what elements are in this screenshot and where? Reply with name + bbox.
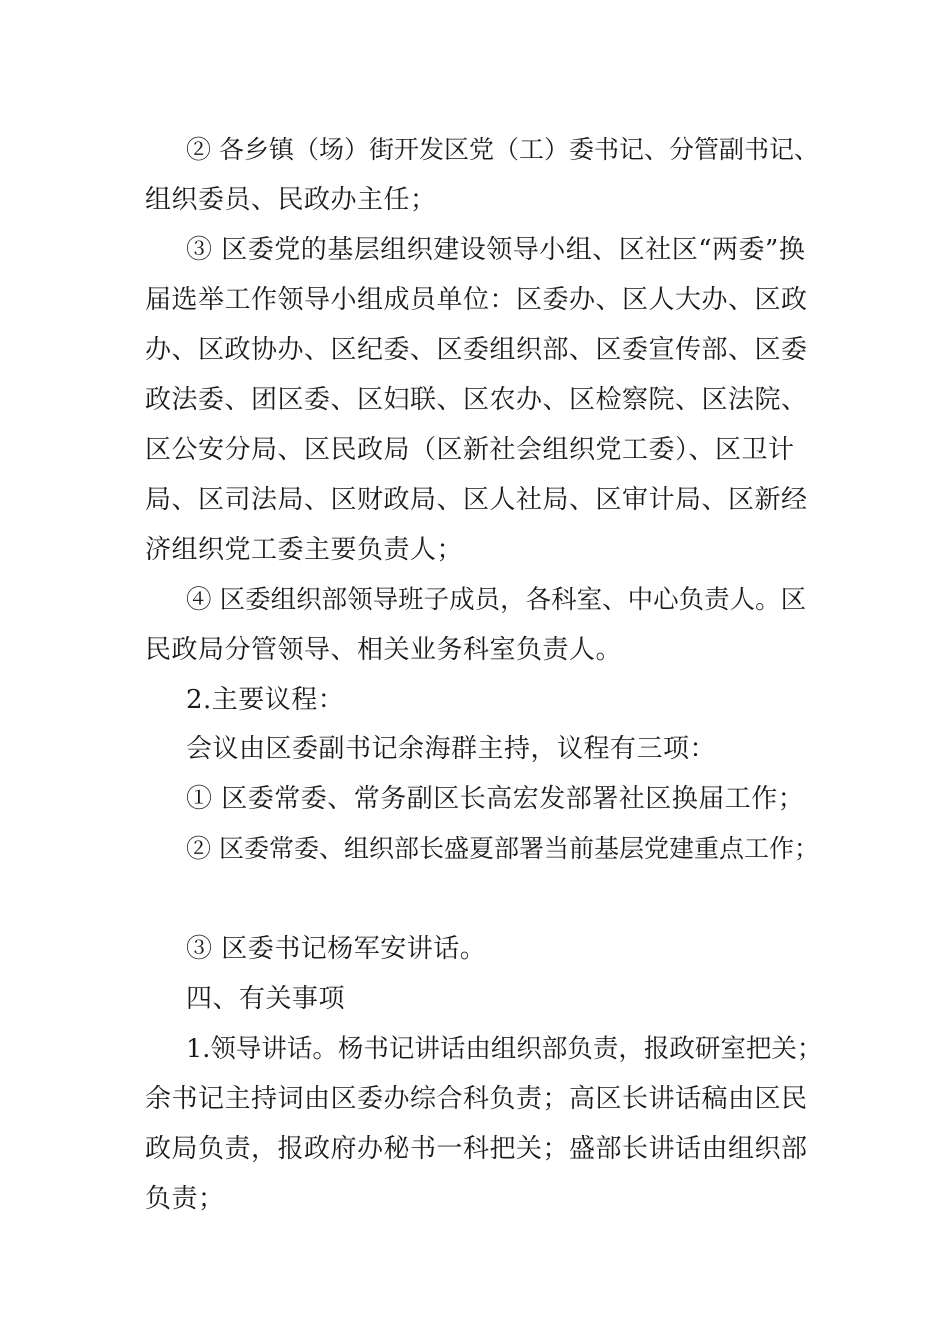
text-line: ② 区委常委、组织部长盛夏部署当前基层党建重点工作； bbox=[186, 834, 819, 863]
text-line: 政局负责，报政府办秘书一科把关；盛部长讲话由组织部 bbox=[145, 1134, 808, 1164]
text-line: 济组织党工委主要负责人； bbox=[145, 535, 464, 565]
text-line: ③ 区委党的基层组织建设领导小组、区社区“两委”换 bbox=[186, 235, 806, 265]
text-line: 2.主要议程： bbox=[186, 685, 345, 715]
text-line: 届选举工作领导小组成员单位：区委办、区人大办、区政 bbox=[145, 285, 808, 315]
section-heading: 四、有关事项 bbox=[186, 984, 346, 1014]
text-line: 局、区司法局、区财政局、区人社局、区审计局、区新经 bbox=[145, 485, 808, 515]
text-line: ③ 区委书记杨军安讲话。 bbox=[186, 934, 487, 964]
text-line: 余书记主持词由区委办综合科负责；高区长讲话稿由区民 bbox=[145, 1084, 808, 1114]
text-line: 政法委、团区委、区妇联、区农办、区检察院、区法院、 bbox=[145, 385, 808, 415]
text-line: 办、区政协办、区纪委、区委组织部、区委宣传部、区委 bbox=[145, 335, 808, 365]
text-line: ② 各乡镇（场）街开发区党（工）委书记、分管副书记、 bbox=[186, 135, 819, 164]
text-line: 区公安分局、区民政局（区新社会组织党工委）、区卫计 bbox=[145, 435, 795, 465]
text-line: ① 区委常委、常务副区长高宏发部署社区换届工作； bbox=[186, 784, 805, 814]
text-line: 会议由区委副书记余海群主持，议程有三项： bbox=[186, 734, 717, 764]
text-line: 民政局分管领导、相关业务科室负责人。 bbox=[145, 635, 623, 665]
text-line: 组织委员、民政办主任； bbox=[145, 185, 437, 215]
text-line: 负责； bbox=[145, 1184, 225, 1214]
text-line: 1.领导讲话。杨书记讲话由组织部负责，报政研室把关； bbox=[186, 1034, 823, 1064]
text-line: ④ 区委组织部领导班子成员，各科室、中心负责人。区 bbox=[186, 585, 807, 615]
